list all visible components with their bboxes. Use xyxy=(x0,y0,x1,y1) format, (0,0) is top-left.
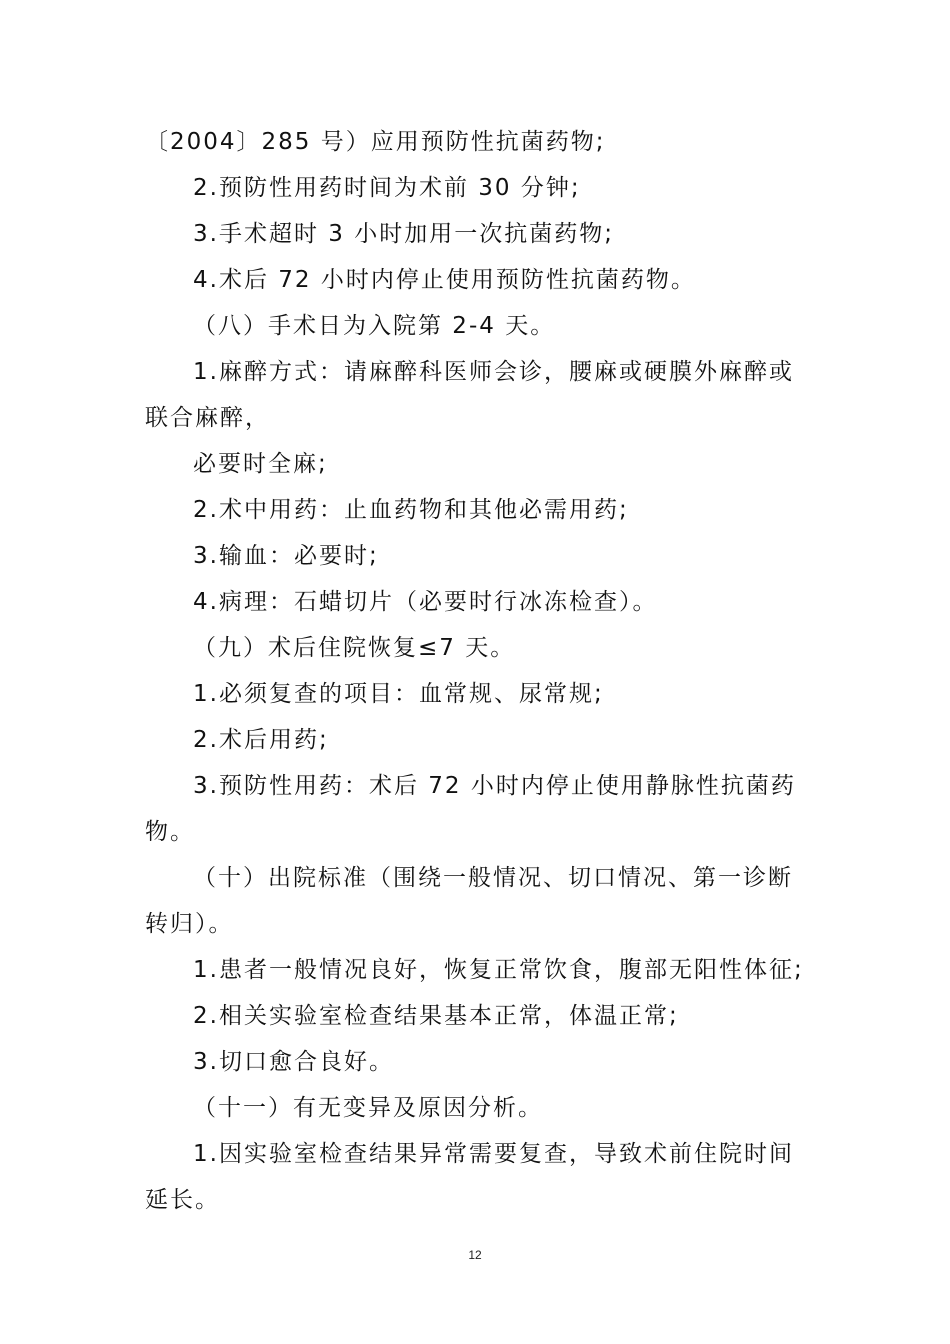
paragraph: （九）术后住院恢复≤7 天。 xyxy=(193,635,516,661)
paragraph: 1.必须复查的项目：血常规、尿常规; xyxy=(193,681,604,707)
document-body xyxy=(145,119,810,1223)
paragraph: 1.因实验室检查结果异常需要复查，导致术前住院时间延长。 xyxy=(145,1141,794,1213)
paragraph: 1.麻醉方式：请麻醉科医师会诊，腰麻或硬膜外麻醉或联合麻醉， xyxy=(145,359,794,431)
paragraph: 2.术后用药; xyxy=(193,727,329,753)
paragraph: 必要时全麻; xyxy=(193,451,328,477)
paragraph: （十）出院标准（围绕一般情况、切口情况、第一诊断转归）。 xyxy=(145,865,793,937)
paragraph: 2.相关实验室检查结果基本正常，体温正常; xyxy=(193,1003,679,1029)
paragraph: （十一）有无变异及原因分析。 xyxy=(193,1095,543,1121)
page-number: 12 xyxy=(468,1248,482,1262)
paragraph: 3.输血：必要时; xyxy=(193,543,379,569)
paragraph: 4.病理：石蜡切片（必要时行冰冻检查）。 xyxy=(193,589,658,615)
paragraph: 2.术中用药：止血药物和其他必需用药; xyxy=(193,497,629,523)
paragraph: 3.切口愈合良好。 xyxy=(193,1049,394,1075)
paragraph: 1.患者一般情况良好，恢复正常饮食，腹部无阳性体征; xyxy=(193,957,804,983)
paragraph: 2.预防性用药时间为术前 30 分钟; xyxy=(193,175,581,201)
paragraph: 4.术后 72 小时内停止使用预防性抗菌药物。 xyxy=(193,267,696,293)
paragraph: 〔2004〕285 号）应用预防性抗菌药物; xyxy=(145,129,606,155)
paragraph: 3.手术超时 3 小时加用一次抗菌药物; xyxy=(193,221,614,247)
paragraph: 3.预防性用药：术后 72 小时内停止使用静脉性抗菌药物。 xyxy=(145,773,796,845)
paragraph: （八）手术日为入院第 2-4 天。 xyxy=(193,313,556,339)
